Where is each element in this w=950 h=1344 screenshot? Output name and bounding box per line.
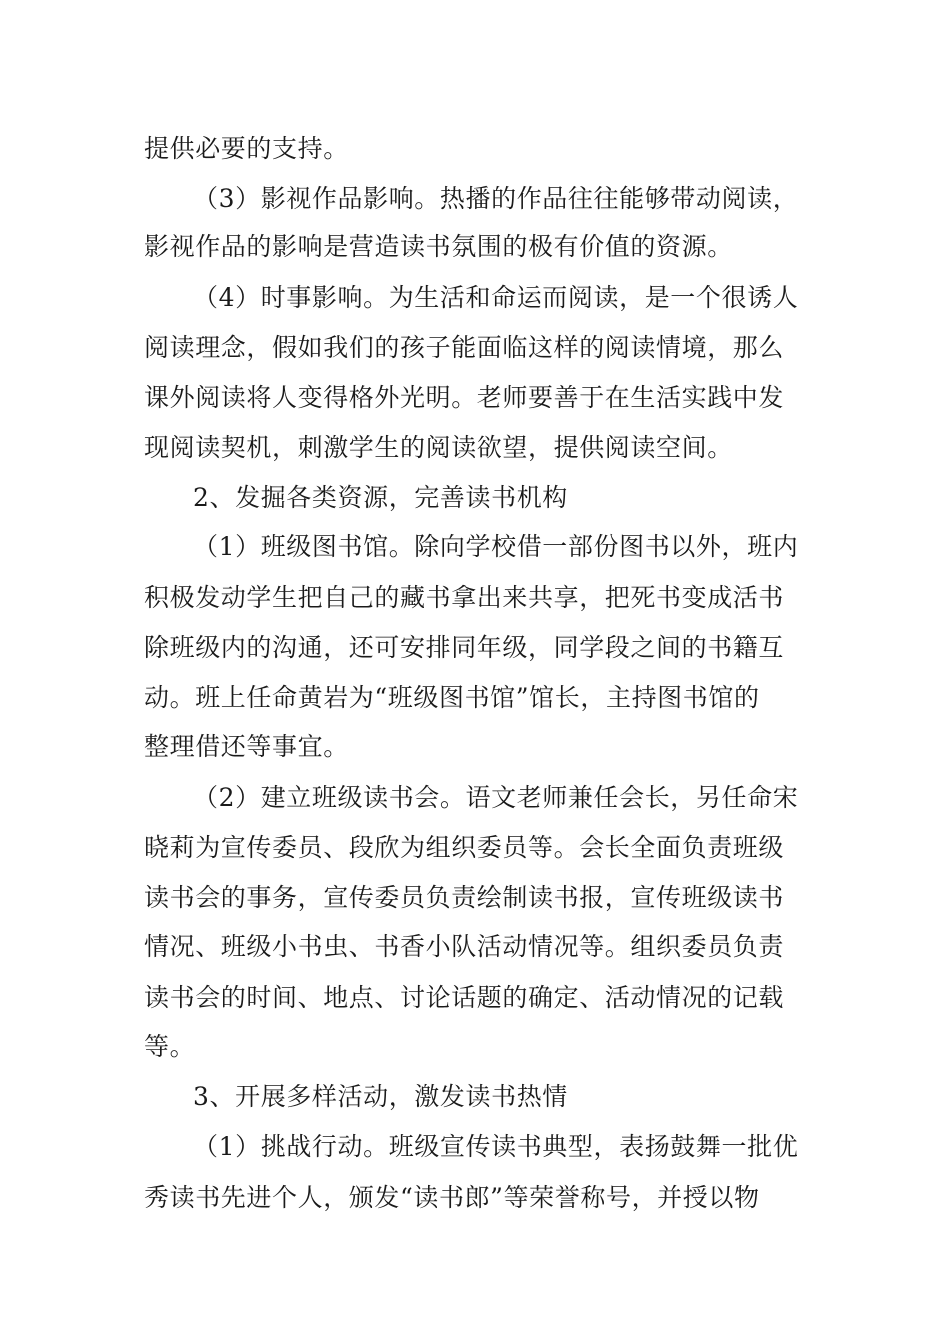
text-line: 晓莉为宣传委员、段欣为组织委员等。会长全面负责班级	[144, 833, 785, 862]
text-line: （4）时事影响。为生活和命运而阅读，是一个很诱人	[193, 283, 799, 312]
text-line: 课外阅读将人变得格外光明。老师要善于在生活实践中发	[144, 383, 785, 412]
text-line: 动。班上任命黄岩为“班级图书馆”馆长，主持图书馆的	[144, 683, 760, 712]
text-line: 等。	[144, 1032, 196, 1061]
text-line: 整理借还等事宜。	[144, 732, 349, 761]
text-line: 除班级内的沟通，还可安排同年级，同学段之间的书籍互	[144, 633, 785, 662]
text-line: （3）影视作品影响。热播的作品往往能够带动阅读，	[193, 184, 799, 213]
text-line: 读书会的事务，宣传委员负责绘制读书报，宣传班级读书	[144, 883, 785, 912]
text-line: 积极发动学生把自己的藏书拿出来共享，把死书变成活书	[144, 583, 785, 612]
section-heading: 3、开展多样活动，激发读书热情	[193, 1082, 568, 1111]
text-line: 现阅读契机，刺激学生的阅读欲望，提供阅读空间。	[144, 433, 733, 462]
text-line: （2）建立班级读书会。语文老师兼任会长，另任命宋	[193, 783, 799, 812]
text-line: 影视作品的影响是营造读书氛围的极有价值的资源。	[144, 232, 733, 261]
text-line: 阅读理念，假如我们的孩子能面临这样的阅读情境，那么	[144, 333, 785, 362]
text-line: 秀读书先进个人，颁发“读书郎”等荣誉称号，并授以物	[144, 1183, 760, 1212]
text-line: （1）挑战行动。班级宣传读书典型，表扬鼓舞一批优	[193, 1132, 799, 1161]
text-line: 情况、班级小书虫、书香小队活动情况等。组织委员负责	[144, 932, 785, 961]
text-line: （1）班级图书馆。除向学校借一部份图书以外，班内	[193, 532, 799, 561]
section-heading: 2、发掘各类资源，完善读书机构	[193, 483, 568, 512]
text-line: 读书会的时间、地点、讨论话题的确定、活动情况的记载	[144, 983, 785, 1012]
text-line: 提供必要的支持。	[144, 134, 349, 163]
